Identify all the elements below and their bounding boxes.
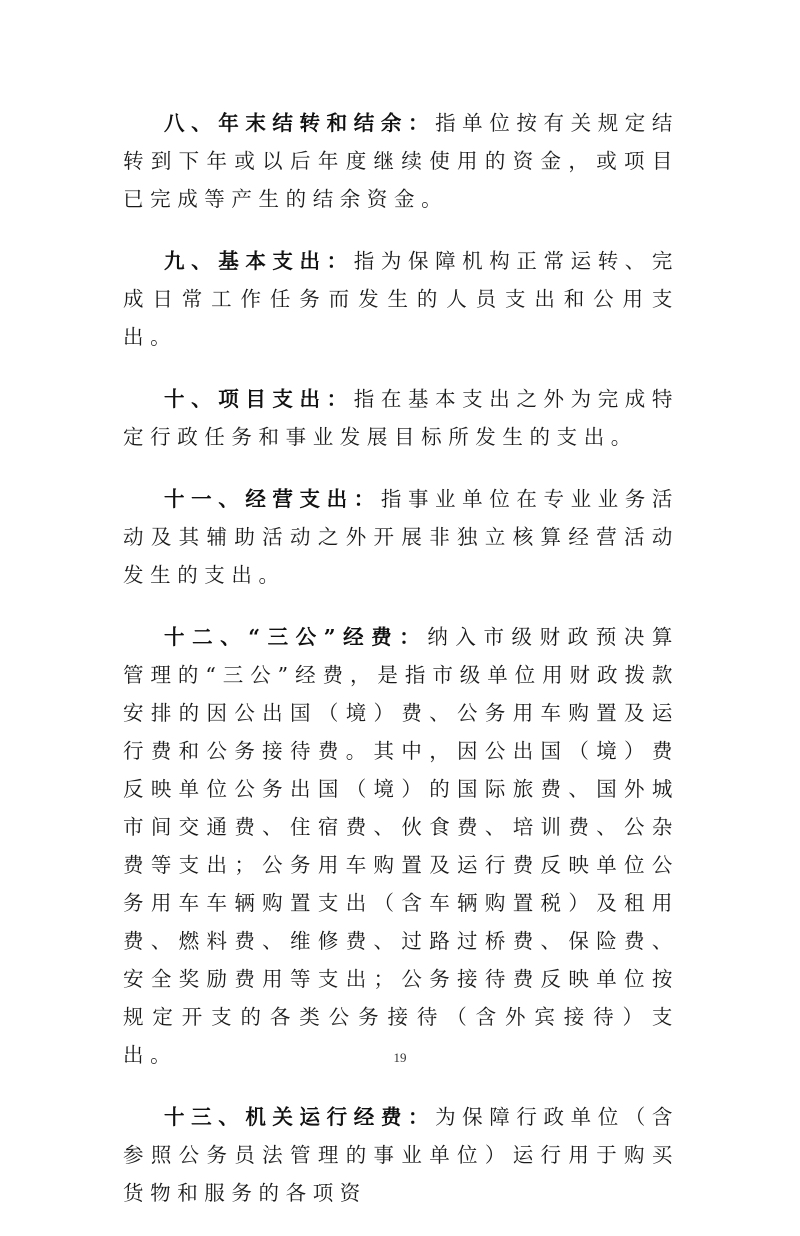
term-definition: 为保障行政单位（含参照公务员法管理的事业单位）运行用于购买货物和服务的各项资 (123, 1105, 680, 1205)
paragraph-three-public-expenses (123, 618, 679, 1074)
term-heading: 十、项目支出： (164, 387, 354, 411)
term-definition: 指在基本支出之外为完成特定行政任务和事业发展目标所发生的支出。 (123, 387, 680, 449)
page-number: 19 (393, 1050, 407, 1065)
term-heading: 八、年末结转和结余： (164, 111, 436, 135)
term-heading: 十二、“三公”经费： (164, 625, 428, 649)
term-heading: 十三、机关运行经费： (164, 1105, 436, 1129)
paragraph-basic-expenditure (123, 242, 679, 356)
paragraph-operating-expenditure (123, 480, 679, 594)
term-definition: 纳入市级财政预决算管理的“三公”经费，是指市级单位用财政拨款安排的因公出国（境）费、公务用车购置及运行费和公务接待费。其中，因公出国（境）费反映单位公务出国（境）的国际旅费、国外城市间交通费、住宿费、伙食费、培训费、公杂费等支出；公务用车购置及运行费反映单位公务用车车辆购置支出（含车辆购置税）及租用费、燃料费、维修费、过路过桥费、保险费、安全奖励费用等支出；公务接待费反映单位按规定开支的各类公务接待（含外宾接待）支出。 (123, 625, 679, 1067)
term-heading: 十一、经营支出： (164, 487, 381, 511)
term-definition: 指单位按有关规定结转到下年或以后年度继续使用的资金，或项目已完成等产生的结余资金。 (123, 111, 680, 211)
term-definition: 指事业单位在专业业务活动及其辅助活动之外开展非独立核算经营活动发生的支出。 (123, 487, 679, 587)
term-heading: 九、基本支出： (164, 249, 354, 273)
term-definition: 指为保障机构正常运转、完成日常工作任务而发生的人员支出和公用支出。 (123, 249, 680, 349)
paragraph-project-expenditure (123, 380, 679, 456)
document-page (123, 104, 679, 1236)
paragraph-agency-operating-funds (123, 1098, 679, 1212)
paragraph-year-end-carryover (123, 104, 679, 218)
